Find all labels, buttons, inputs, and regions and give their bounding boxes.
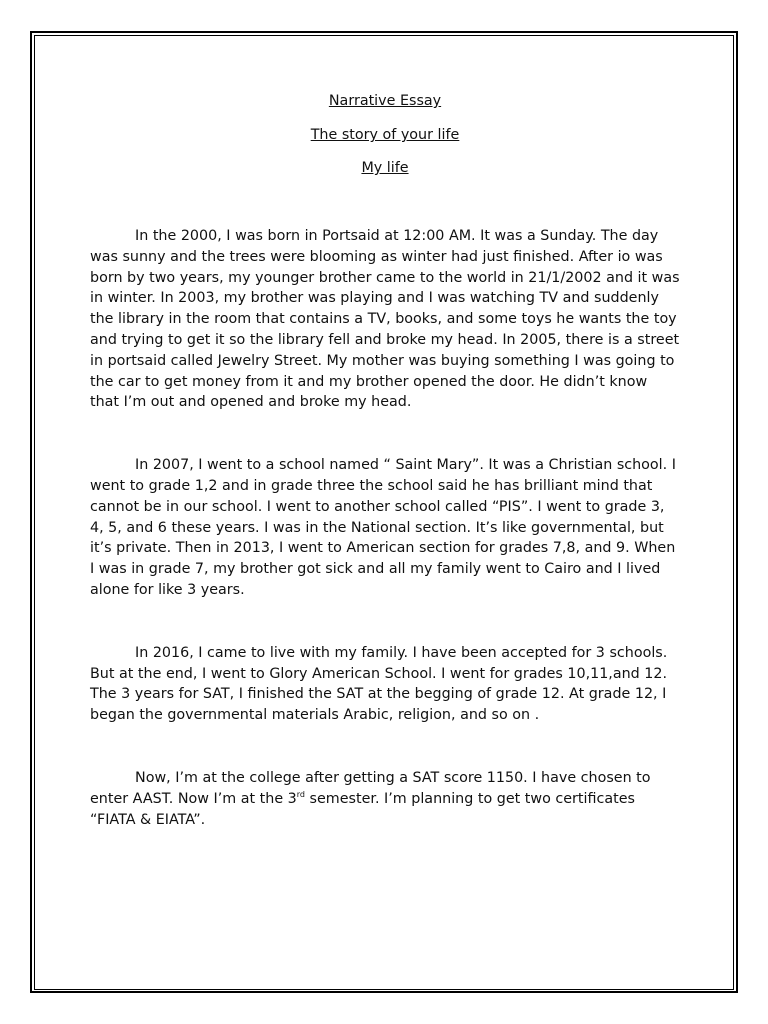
paragraph-college [90, 768, 680, 830]
paragraph-birth: In the 2000, I was born in Portsaid at 12:00 AM. It was a Sunday. The day was sunny and the trees were blooming as winter had just finished. After io was born by two years, my younger brother came to the world in 21/1/2002 and it was in winter. In 2003, my brother was playing and I was watching TV and suddenly the library in the room that contains a TV, books, and some toys he wants the toy and trying to get it so the library fell and broke my head. In 2005, there is a street in portsaid called Jewelry Street. My mother was buying something I was going to the car to get money from it and my brother opened the door. He didn’t know that I’m out and opened and broke my head. [90, 228, 680, 411]
essay-body [90, 92, 680, 830]
paragraph-schools: In 2007, I went to a school named “ Saint Mary”. It was a Christian school. I went to grade 1,2 and in grade three the school said he has brilliant mind that cannot be in our school. I went to another school called “PIS”. I went to grade 3, 4, 5, and 6 these years. I was in the National section. It’s like governmental, but it’s private. Then in 2013, I went to American section for grades 7,8, and 9. When I was in grade 7, my brother got sick and all my family went to Cairo and I lived alone for like 3 years. [90, 457, 676, 598]
essay-title: Narrative Essay [328, 93, 442, 109]
essay-subtitle: The story of your life [310, 127, 460, 143]
paragraph-college-text-2: semester. I’m planning to get two certificates “FIATA & EIATA”. [90, 790, 635, 828]
paragraph-college-text-1: Now, I’m at the college after getting a SAT score 1150. I have chosen to enter AAST. Now I’m at the 3 [90, 769, 651, 807]
ordinal-superscript: rd [296, 789, 306, 799]
essay-heading: My life [361, 160, 409, 176]
paragraph-high-school: In 2016, I came to live with my family. I have been accepted for 3 schools. But at the end, I went to Glory American School. I went for grades 10,11,and 12. The 3 years for SAT, I finished the SAT at the begging of grade 12. At grade 12, I began the governmental materials Arabic, religion, and so on . [90, 644, 668, 724]
